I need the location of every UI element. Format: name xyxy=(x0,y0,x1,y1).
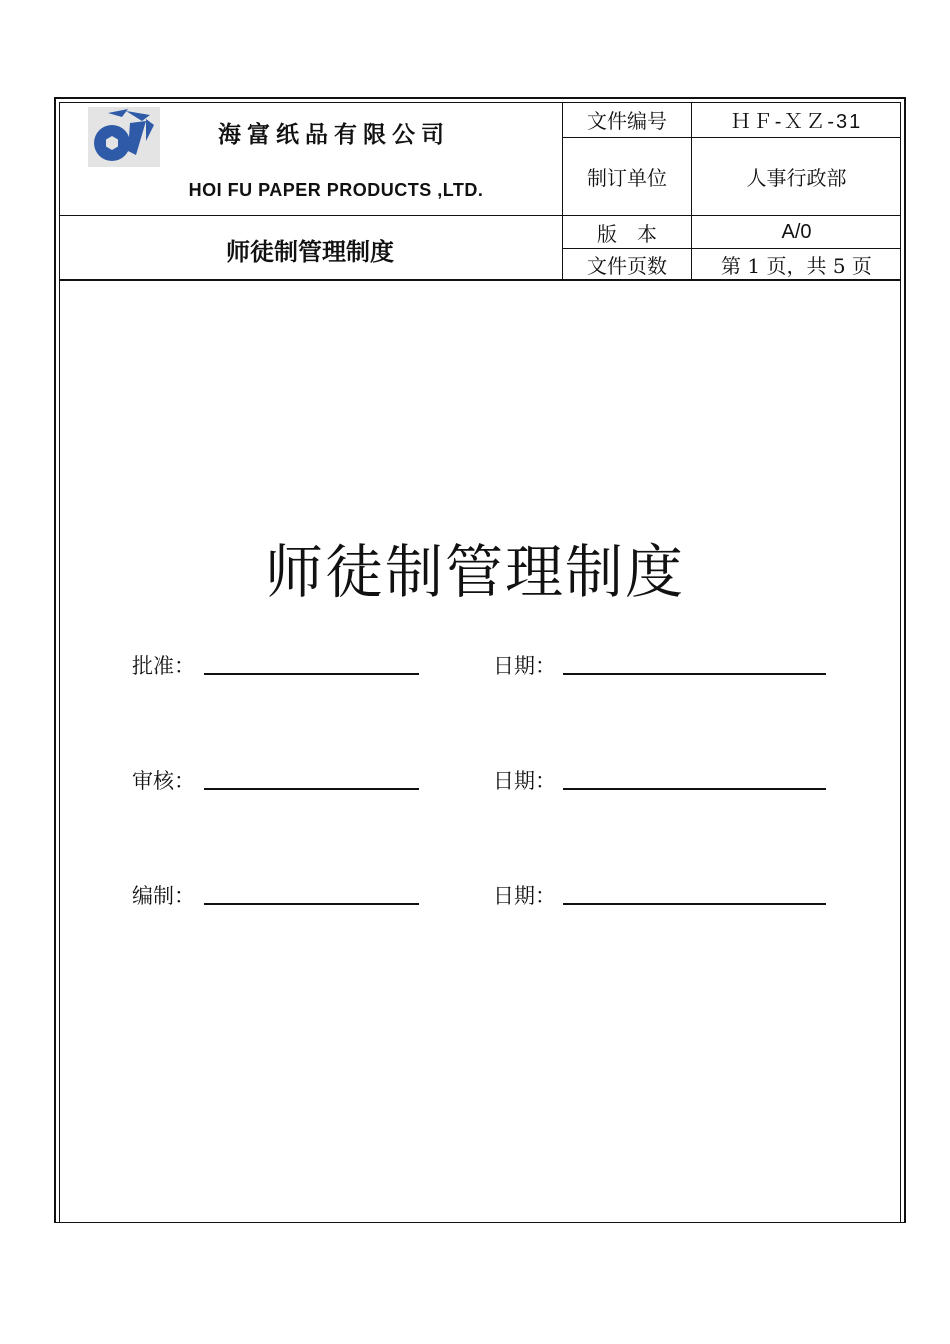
meta-label-department: 制订单位 xyxy=(587,166,667,190)
prepared-date-label: 日期： xyxy=(493,884,556,908)
approval-date-line[interactable] xyxy=(563,673,826,675)
company-name-cn: 海富纸品有限公司 xyxy=(218,122,450,148)
meta-value-doc-number: ＨＦ-ＸＺ-31 xyxy=(730,111,863,133)
page-frame-bottom xyxy=(54,1222,906,1223)
approval-signature-line[interactable] xyxy=(204,673,419,675)
header-doc-title: 师徒制管理制度 xyxy=(226,238,394,266)
review-label: 审核： xyxy=(132,769,195,793)
meta-value-version: A/0 xyxy=(781,220,812,243)
meta-value-page-count: 第 1 页，共 5 页 xyxy=(721,253,872,278)
approval-date-label: 日期： xyxy=(493,654,556,678)
company-name-en: HOI FU PAPER PRODUCTS ,LTD. xyxy=(188,180,484,200)
prepared-label: 编制： xyxy=(132,884,195,908)
review-date-line[interactable] xyxy=(563,788,826,790)
review-date-label: 日期： xyxy=(493,769,556,793)
company-logo xyxy=(88,107,160,167)
approval-label: 批准： xyxy=(132,654,195,678)
prepared-date-line[interactable] xyxy=(563,903,826,905)
header-divider-bottom xyxy=(60,279,901,281)
meta-label-version: 版 本 xyxy=(597,221,657,246)
meta-label-page-count: 文件页数 xyxy=(587,253,667,278)
prepared-signature-line[interactable] xyxy=(204,903,419,905)
review-signature-line[interactable] xyxy=(204,788,419,790)
meta-value-department: 人事行政部 xyxy=(746,166,847,190)
document-title: 师徒制管理制度 xyxy=(264,538,685,606)
meta-label-doc-number: 文件编号 xyxy=(587,109,667,133)
